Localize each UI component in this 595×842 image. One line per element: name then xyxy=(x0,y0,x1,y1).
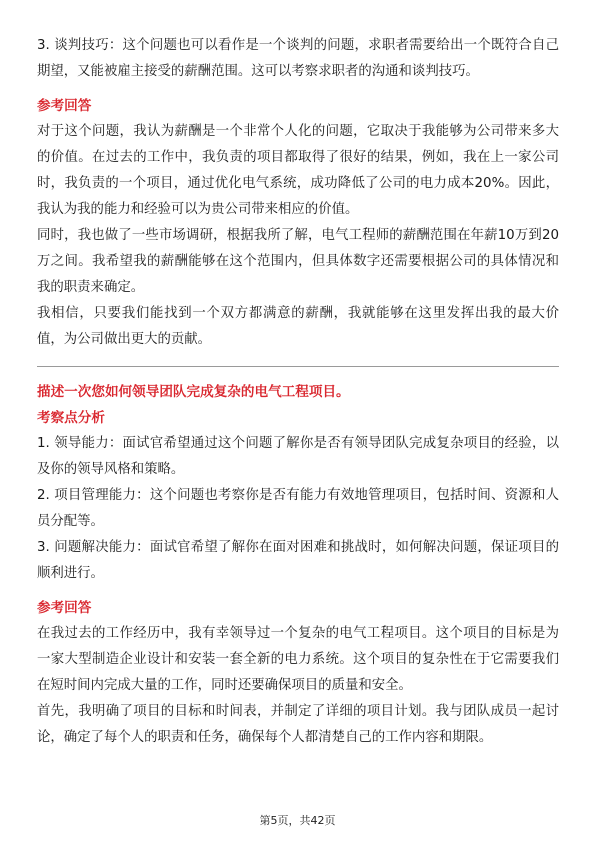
page-content xyxy=(37,33,559,751)
answer-paragraph: 首先，我明确了项目的目标和时间表，并制定了详细的项目计划。我与团队成员一起讨论，确定了每个人的职责和任务，确保每个人都清楚自己的工作内容和期限。 xyxy=(37,704,559,745)
reference-answer-heading: 参考回答 xyxy=(37,600,92,616)
answer-paragraph: 对于这个问题，我认为薪酬是一个非常个人化的问题，它取决于我能够为公司带来多大的价值。在过去的工作中，我负责的项目都取得了很好的结果，例如，我在上一家公司时，我负责的一个项目，通过优化电气系统，成功降低了公司的电力成本20%。因此，我认为我的能力和经验可以为贵公司带来相应的价值。 xyxy=(37,124,559,217)
criterion-item-3: 3. 谈判技巧：这个问题也可以看作是一个谈判的问题，求职者需要给出一个既符合自己期望，又能被雇主接受的薪酬范围。这可以考察求职者的沟通和谈判技巧。 xyxy=(37,38,559,79)
interview-question: 描述一次您如何领导团队完成复杂的电气工程项目。 xyxy=(37,384,350,400)
answer-paragraph: 同时，我也做了一些市场调研，根据我所了解，电气工程师的薪酬范围在年薪10万到20万之间。我希望我的薪酬能够在这个范围内，但具体数字还需要根据公司的具体情况和我的职责来确定。 xyxy=(37,228,559,295)
analysis-item: 3. 问题解决能力：面试官希望了解你在面对困难和挑战时，如何解决问题，保证项目的顺利进行。 xyxy=(37,540,559,581)
analysis-heading: 考察点分析 xyxy=(37,410,105,426)
reference-answer-heading: 参考回答 xyxy=(37,98,92,114)
analysis-item: 1. 领导能力：面试官希望通过这个问题了解你是否有领导团队完成复杂项目的经验，以及你的领导风格和策略。 xyxy=(37,436,559,477)
answer-paragraph: 我相信，只要我们能找到一个双方都满意的薪酬，我就能够在这里发挥出我的最大价值，为公司做出更大的贡献。 xyxy=(37,306,559,347)
analysis-item: 2. 项目管理能力：这个问题也考察你是否有能力有效地管理项目，包括时间、资源和人员分配等。 xyxy=(37,488,559,529)
page-number-footer: 第5页，共42页 xyxy=(259,814,336,827)
section-divider xyxy=(37,366,559,367)
answer-paragraph: 在我过去的工作经历中，我有幸领导过一个复杂的电气工程项目。这个项目的目标是为一家大型制造企业设计和安装一套全新的电力系统。这个项目的复杂性在于它需要我们在短时间内完成大量的工作，同时还要确保项目的质量和安全。 xyxy=(37,626,559,693)
